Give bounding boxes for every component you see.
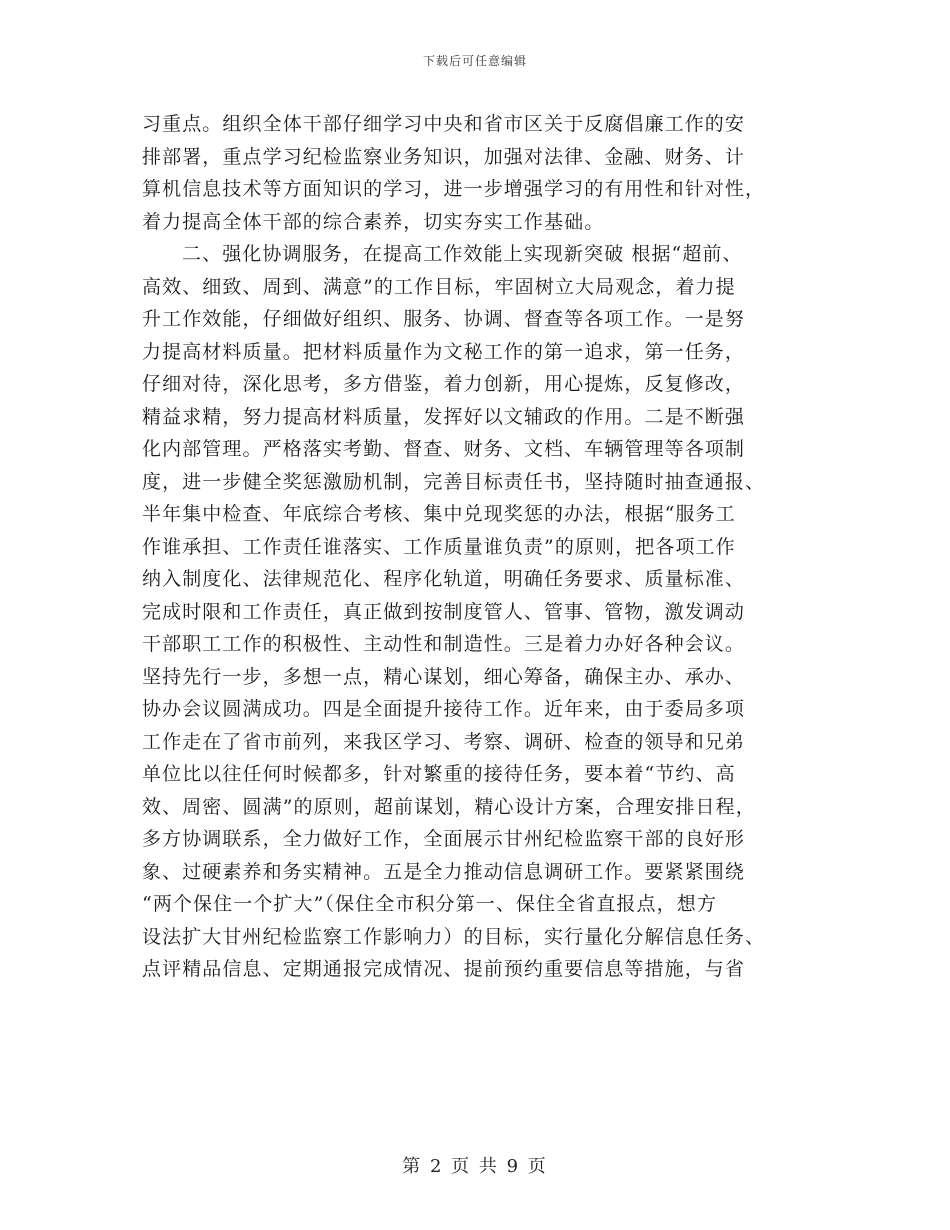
text-line: 坚持先行一步，多想一点，精心谋划，细心筹备，确保主办、承办、 <box>142 665 746 688</box>
text-line: 习重点。组织全体干部仔细学习中央和省市区关于反腐倡廉工作的安 <box>142 113 746 135</box>
text-line: 效、周密、圆满”的原则，超前谋划，精心设计方案，合理安排日程， <box>142 795 756 818</box>
text-line: 化内部管理。严格落实考勤、督查、财务、文档、车辆管理等各项制 <box>142 438 746 460</box>
text-line: 工作走在了省市前列，来我区学习、考察、调研、检查的领导和兄弟 <box>142 730 746 753</box>
text-line: 点评精品信息、定期通报完成情况、提前预约重要信息等措施，与省 <box>142 958 746 980</box>
text-line: 着力提高全体干部的综合素养，切实夯实工作基础。 <box>142 210 605 233</box>
text-line: 作谁承担、工作责任谁落实、工作质量谁负责”的原则，把各项工作 <box>142 535 736 558</box>
text-line: 算机信息技术等方面知识的学习，进一步增强学习的有用性和针对性， <box>142 178 766 200</box>
text-line: 升工作效能，仔细做好组织、服务、协调、督查等各项工作。一是努 <box>142 308 746 330</box>
text-line: 多方协调联系，全力做好工作，全面展示甘州纪检监察干部的良好形 <box>142 828 746 850</box>
text-line: 设法扩大甘州纪检监察工作影响力）的目标，实行量化分解信息任务、 <box>142 925 766 948</box>
text-line: 高效、细致、周到、满意”的工作目标，牢固树立大局观念，着力提 <box>142 275 736 298</box>
text-line: 精益求精，努力提高材料质量，发挥好以文辅政的作用。二是不断强 <box>142 405 746 428</box>
text-line: 象、过硬素养和务实精神。五是全力推动信息调研工作。要紧紧围绕 <box>142 860 746 883</box>
text-line: 度，进一步健全奖惩激励机制，完善目标责任书，坚持随时抽查通报、 <box>142 470 766 493</box>
text-line: 协办会议圆满成功。四是全面提升接待工作。近年来，由于委局多项 <box>142 698 746 720</box>
text-line: 力提高材料质量。把材料质量作为文秘工作的第一追求，第一任务， <box>142 340 746 363</box>
text-line: 仔细对待，深化思考，多方借鉴，着力创新，用心提炼，反复修改， <box>142 373 746 395</box>
text-line: 纳入制度化、法律规范化、程序化轨道，明确任务要求、质量标准、 <box>142 568 746 590</box>
text-line: 单位比以往任何时候都多，针对繁重的接待任务，要本着“节约、高 <box>142 763 736 785</box>
document-body <box>142 108 812 986</box>
page-number-footer: 第 2 页 共 9 页 <box>402 1156 548 1177</box>
text-line: 半年集中检查、年底综合考核、集中兑现奖惩的办法，根据“服务工 <box>142 503 736 525</box>
text-line: 排部署，重点学习纪检监察业务知识，加强对法律、金融、财务、计 <box>142 145 746 168</box>
section-heading-line: 二、强化协调服务，在提高工作效能上实现新突破 根据“超前、 <box>182 243 743 265</box>
text-line: “两个保住一个扩大”（保住全市积分第一、保住全省直报点，想方 <box>142 893 717 915</box>
page-header: 下载后可任意编辑 <box>422 54 527 68</box>
text-line: 干部职工工作的积极性、主动性和制造性。三是着力办好各种会议。 <box>142 633 746 655</box>
text-line: 完成时限和工作责任，真正做到按制度管人、管事、管物，激发调动 <box>142 600 746 623</box>
